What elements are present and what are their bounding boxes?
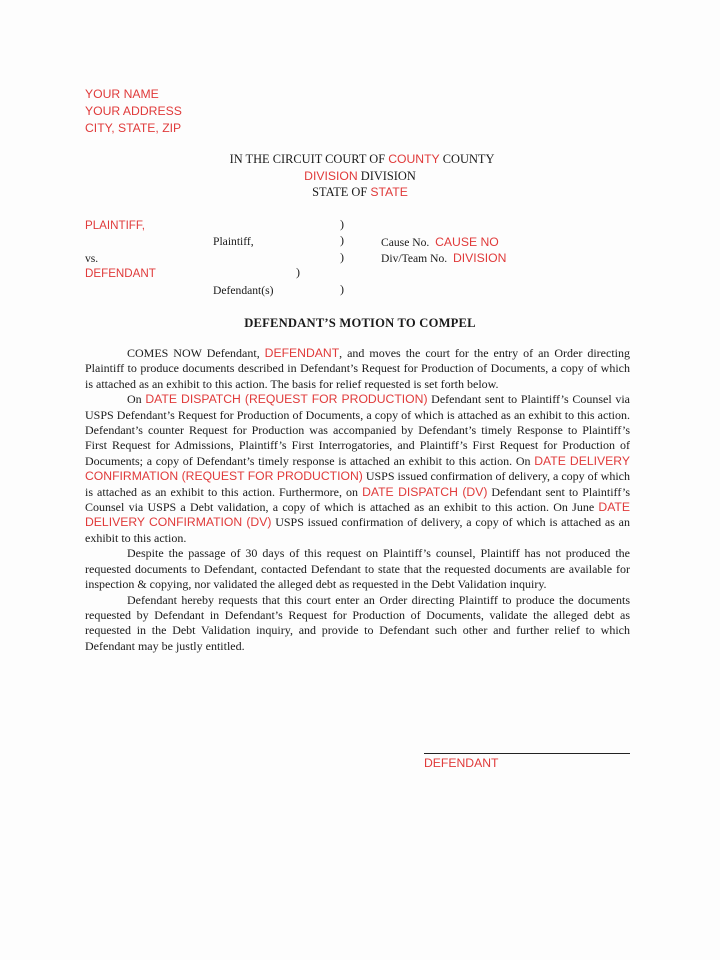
cause-number — [381, 234, 499, 251]
caption-plaintiff-name: PLAINTIFF, — [85, 219, 145, 232]
caption-plaintiff-label: Plaintiff, — [213, 235, 254, 248]
div-label: Div/Team No. — [381, 252, 448, 265]
header-name: YOUR NAME — [85, 87, 159, 101]
document-title: DEFENDANT’S MOTION TO COMPEL — [244, 316, 476, 330]
header-city-state-zip: CITY, STATE, ZIP — [85, 121, 182, 135]
caption-paren: ) — [340, 217, 344, 231]
p2-text-g: Defendant sent to Plaintiff’s Counsel via USPS a Debt validation, a copy of which is attached as an exhibit to this action. On June — [85, 484, 630, 515]
caption-vs: vs. — [85, 252, 99, 265]
caption-defendant-label: Defendant(s) — [213, 284, 274, 297]
paragraph-3: Despite the passage of 30 days of this request on Plaintiff’s counsel, Plaintiff has not produced the requested documents to Defendant, contacted Defendant to state that the requested documents are available for inspection & copying, nor validated the alleged debt as requested in the Debt Validation inquiry. — [85, 546, 630, 592]
motion-body — [85, 346, 630, 654]
p1-text-c: , and moves the court for the entry of an Order directing Plaintiff to produce documents described in Defendant’s Request for Production of Documents, a copy of which is attached as an exhibit to this action. The basis for relief requested is set forth below. — [85, 346, 630, 391]
p1-defendant: DEFENDANT — [264, 346, 340, 360]
p2-date-dispatch-dv: DATE DISPATCH (DV) — [362, 484, 488, 499]
header-address: YOUR ADDRESS — [85, 104, 182, 118]
div-value: DIVISION — [452, 251, 507, 265]
p2-text-i: USPS issued confirmation of delivery, a copy of which is attached as an exhibit to this action. — [85, 515, 630, 545]
p2-date-delivery-dv: DATE DELIVERY CONFIRMATION (DV) — [85, 500, 630, 530]
division-number — [381, 250, 506, 267]
p1-text-a: COMES NOW Defendant, — [127, 346, 265, 360]
paragraph-2 — [85, 392, 630, 546]
cause-label: Cause No. — [381, 236, 430, 249]
p2-date-dispatch-rfp: DATE DISPATCH (REQUEST FOR PRODUCTION) — [145, 392, 428, 407]
court-line1-suffix: COUNTY — [439, 152, 495, 166]
caption-paren: ) — [296, 265, 300, 279]
signature-line — [424, 753, 630, 754]
caption-defendant-name: DEFENDANT — [85, 267, 156, 280]
court-division: DIVISION — [304, 168, 358, 183]
court-county: COUNTY — [388, 152, 440, 166]
caption-paren: ) — [340, 250, 344, 264]
paragraph-1 — [85, 346, 630, 392]
paragraph-4: Defendant hereby requests that this court enter an Order directing Plaintiff to produce the documents requested by Defendant in Defendant’s Request for Production of Documents, validate the alleged debt as requested in the Debt Validation inquiry, and provide to Defendant such other and further relief to which Defendant may be justly entitled. — [85, 592, 630, 653]
court-line2-suffix: DIVISION — [357, 168, 416, 183]
p2-date-delivery-rfp: DATE DELIVERY CONFIRMATION (REQUEST FOR PRODUCTION) — [85, 453, 630, 484]
signature-name: DEFENDANT — [424, 756, 499, 770]
p2-text-c: Defendant sent to Plaintiff’s Counsel via USPS Defendant’s Request for Production of Documents, a copy of which is attached as an exhibit to this action. Defendant’s counter Request for Production was accompanied by Defendant’s timely Response to Plaintiff’s First Request for Admissions, Plaintiff’s First Interrogatories, and Plaintiff’s First Request for Production of Documents; a copy of Defendant’s timely response is attached an exhibit to this action. On — [85, 392, 630, 468]
party-header — [85, 86, 182, 137]
court-line1-prefix: IN THE CIRCUIT COURT OF — [229, 152, 389, 166]
court-heading — [0, 151, 720, 201]
p2-text-e: USPS issued confirmation of delivery, a copy of which is attached as an exhibit to this action. Furthermore, on — [85, 469, 631, 499]
caption-paren: ) — [340, 282, 344, 296]
caption-paren: ) — [340, 233, 344, 247]
court-state: STATE — [370, 185, 408, 199]
p2-text-a: On — [127, 392, 146, 407]
court-line3-prefix: STATE OF — [312, 185, 371, 199]
cause-value: CAUSE NO — [435, 235, 499, 249]
